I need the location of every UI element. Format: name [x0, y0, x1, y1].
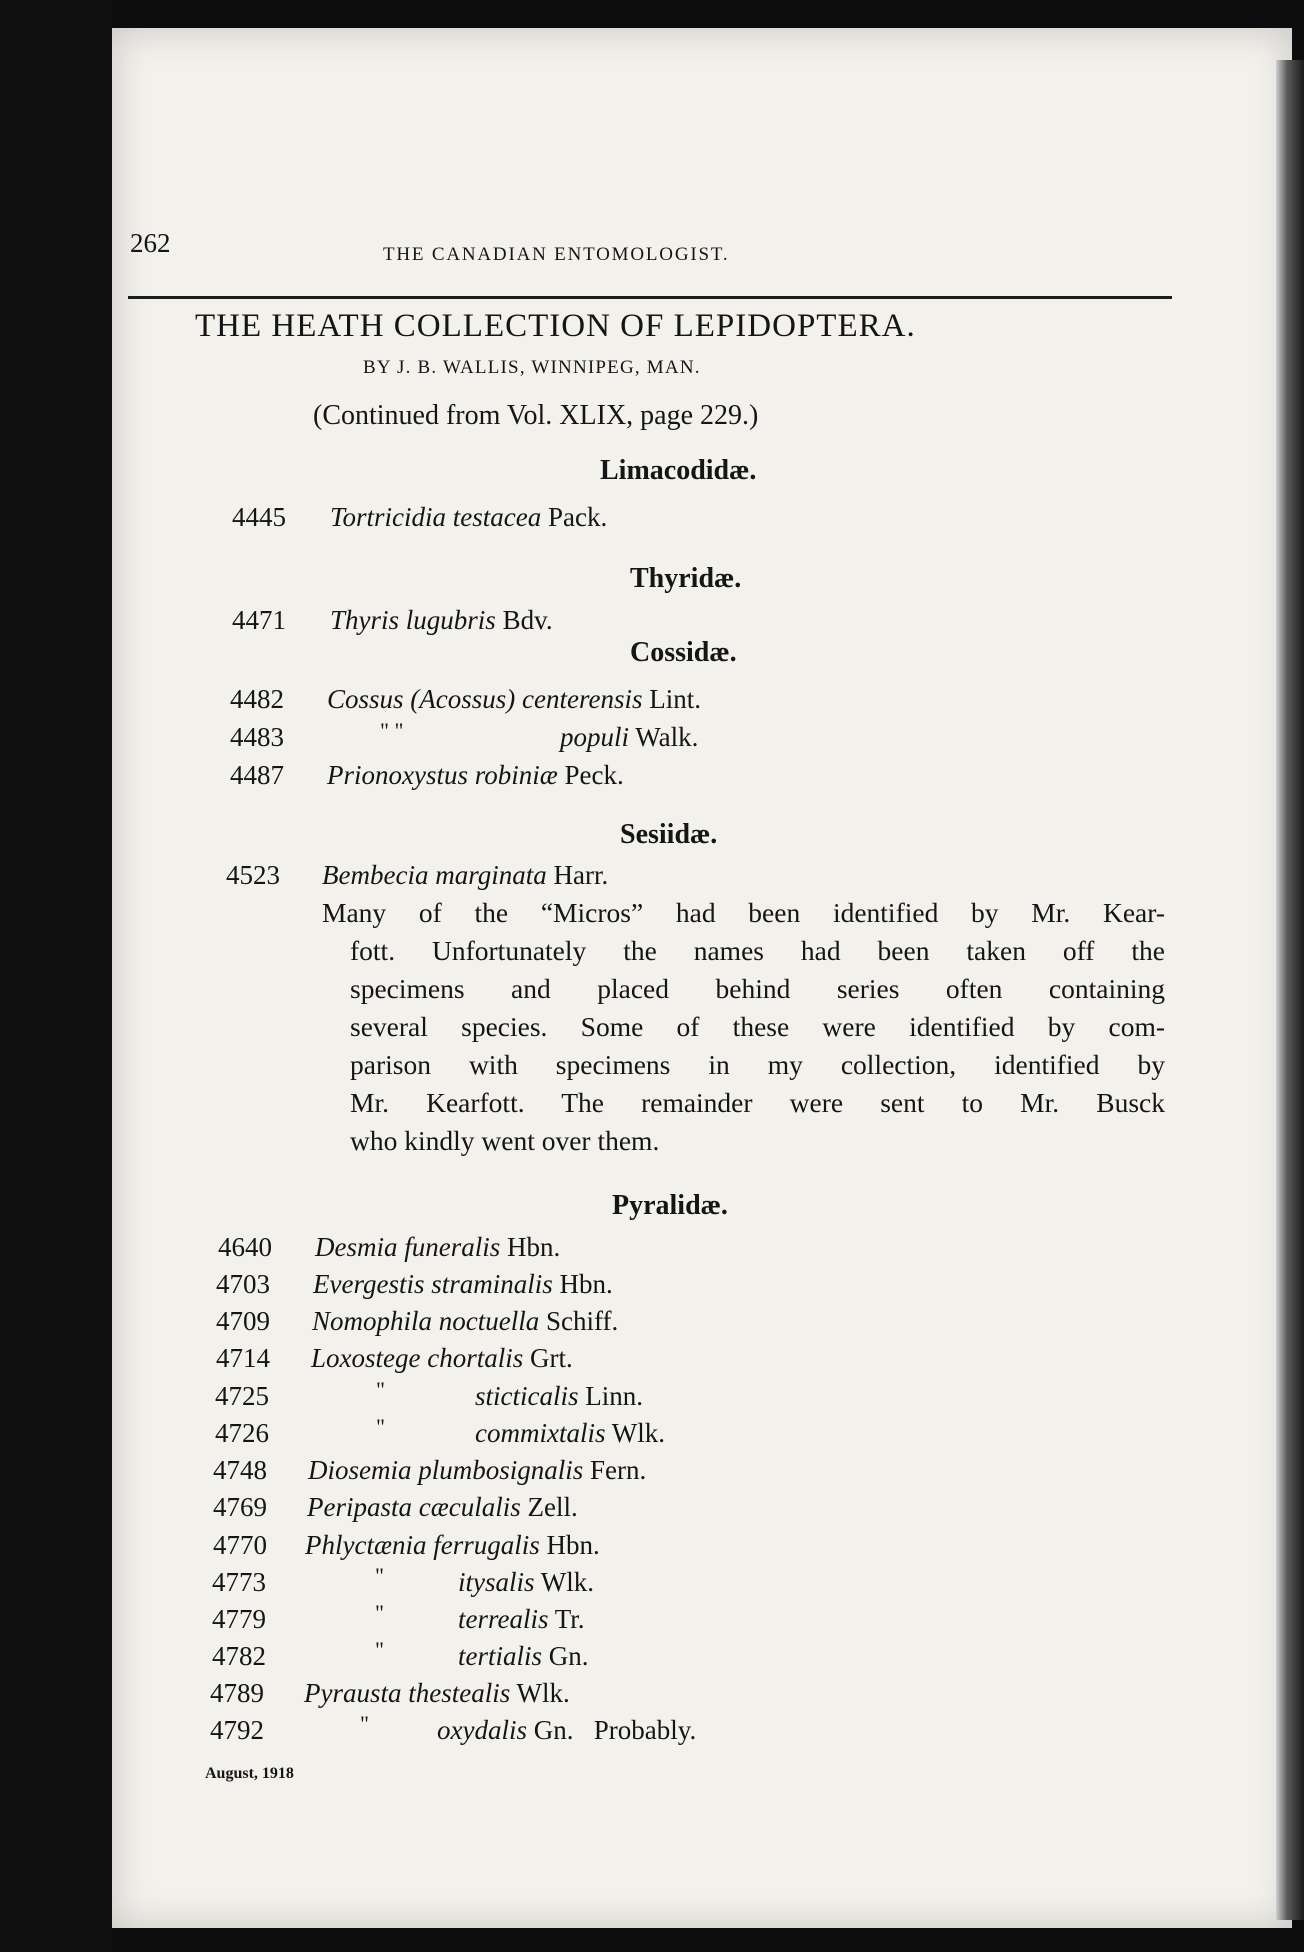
author-citation: Fern.: [590, 1455, 647, 1485]
author-citation: Grt.: [530, 1343, 573, 1373]
entry-name: [313, 1269, 613, 1300]
scan-border-right: [1276, 60, 1304, 1920]
author-citation: Hbn.: [507, 1232, 561, 1262]
family-heading-cossidae: Cossidæ.: [630, 637, 737, 668]
species-epithet: terrealis: [458, 1604, 549, 1634]
entry-name: [307, 1492, 578, 1523]
entry-name: [312, 1306, 618, 1337]
paragraph-line: parison with specimens in my collection, identified by: [350, 1049, 1165, 1080]
author-citation: Pack.: [548, 502, 608, 532]
paragraph-line: who kindly went over them.: [350, 1125, 660, 1156]
entry-number: 4703: [216, 1269, 270, 1299]
entry-name: [311, 1343, 573, 1374]
paragraph-line: specimens and placed behind series often containing: [350, 973, 1165, 1004]
author-citation: Gn.: [548, 1641, 589, 1671]
entry-name: [308, 1455, 646, 1486]
species-epithet: tertialis: [458, 1641, 543, 1671]
entry-name: [305, 1530, 600, 1561]
article-title: THE HEATH COLLECTION OF LEPIDOPTERA.: [195, 308, 916, 344]
author-citation: Wlk.: [611, 1418, 665, 1448]
entry-name: [475, 1418, 665, 1449]
paragraph-line: several species. Some of these were identified by com-: [350, 1011, 1165, 1042]
entry-number: 4709: [216, 1306, 270, 1336]
ditto-mark: " ": [380, 718, 404, 743]
genus-name: Evergestis: [313, 1269, 425, 1299]
byline: BY J. B. WALLIS, WINNIPEG, MAN.: [363, 357, 701, 378]
genus-name: Peripasta: [307, 1492, 412, 1522]
species-epithet: centerensis: [522, 684, 643, 714]
entry-number: 4769: [213, 1492, 267, 1522]
entry-number: 4748: [213, 1455, 267, 1485]
author-citation: Wlk.: [540, 1567, 595, 1597]
entry-number: 4726: [215, 1418, 269, 1448]
family-heading-pyralidae: Pyralidæ.: [612, 1190, 728, 1221]
entry-name: [327, 760, 624, 791]
species-epithet: thestealis: [408, 1678, 511, 1708]
entry-number: 4779: [212, 1604, 266, 1634]
entry-name: [475, 1381, 643, 1412]
species-epithet: cæculalis: [418, 1492, 521, 1522]
author-citation: Bdv.: [502, 605, 553, 635]
genus-name: Nomophila: [312, 1306, 433, 1336]
species-epithet: marginata: [435, 860, 547, 890]
ditto-mark: ": [375, 1600, 384, 1625]
scan-border-left: [0, 0, 112, 1952]
entry-number: 4487: [230, 760, 284, 790]
entry-number: 4445: [232, 502, 286, 532]
entry-number: 4725: [215, 1381, 269, 1411]
entry-number: 4792: [210, 1715, 264, 1745]
species-epithet: ferrugalis: [433, 1530, 540, 1560]
species-epithet: plumbosignalis: [418, 1455, 584, 1485]
entry-name: [437, 1715, 696, 1746]
species-epithet: noctuella: [438, 1306, 540, 1336]
continued-note: (Continued from Vol. XLIX, page 229.): [313, 400, 759, 431]
ditto-mark: ": [360, 1711, 369, 1736]
entry-name: [327, 684, 701, 715]
entry-name: [315, 1232, 560, 1263]
species-epithet: itysalis: [458, 1567, 535, 1597]
species-epithet: chortalis: [427, 1343, 524, 1373]
genus-name: Tortricidia: [330, 502, 447, 532]
entry-number: 4714: [216, 1343, 270, 1373]
species-epithet: testacea: [452, 502, 542, 532]
genus-name: Desmia: [315, 1232, 398, 1262]
entry-name: [330, 502, 607, 533]
species-epithet: robiniæ: [474, 760, 558, 790]
species-epithet: sticticalis: [475, 1381, 579, 1411]
family-heading-thyridae: Thyridæ.: [630, 563, 742, 594]
entry-name: [330, 605, 553, 636]
entry-name: [322, 860, 608, 891]
genus-name: Bembecia: [322, 860, 429, 890]
entry-name: [304, 1678, 570, 1709]
entry-number: 4471: [232, 605, 286, 635]
entry-number: 4523: [226, 860, 280, 890]
header-rule: [128, 296, 1172, 299]
entry-name: [458, 1567, 594, 1598]
family-heading-limacodidae: Limacodidæ.: [600, 455, 757, 486]
entry-number: 4773: [212, 1567, 266, 1597]
author-citation: Peck.: [564, 760, 624, 790]
author-citation: Hbn.: [559, 1269, 613, 1299]
ditto-mark: ": [375, 1637, 384, 1662]
genus-name: Thyris: [330, 605, 400, 635]
ditto-mark: ": [375, 1563, 384, 1588]
genus-name: Prionoxystus: [327, 760, 468, 790]
species-epithet: straminalis: [431, 1269, 553, 1299]
entry-name: [458, 1641, 589, 1672]
author-citation: Hbn.: [546, 1530, 600, 1560]
page-number: 262: [130, 228, 171, 258]
paragraph-line: Many of the “Micros” had been identified by Mr. Kear-: [322, 897, 1165, 928]
entry-number: 4770: [213, 1530, 267, 1560]
genus-name: Diosemia: [308, 1455, 412, 1485]
species-epithet: populi: [560, 722, 630, 752]
genus-name: Loxostege: [311, 1343, 421, 1373]
author-citation: Linn.: [585, 1381, 643, 1411]
entry-number: 4482: [230, 684, 284, 714]
ditto-mark: ": [376, 1377, 385, 1402]
species-epithet: funeralis: [404, 1232, 501, 1262]
issue-date: August, 1918: [205, 1765, 294, 1782]
author-citation: Tr.: [554, 1604, 585, 1634]
species-epithet: lugubris: [405, 605, 496, 635]
author-citation: Lint.: [649, 684, 701, 714]
entry-number: 4789: [210, 1678, 264, 1708]
entry-name: [560, 722, 698, 753]
entry-number: 4640: [218, 1232, 272, 1262]
author-citation: Gn. Probably.: [533, 1715, 697, 1745]
genus-name: Phlyctænia: [305, 1530, 427, 1560]
paragraph-line: Mr. Kearfott. The remainder were sent to Mr. Busck: [350, 1087, 1165, 1118]
paragraph-line: fott. Unfortunately the names had been taken off the: [350, 935, 1165, 966]
species-epithet: commixtalis: [475, 1418, 606, 1448]
genus-name: Cossus (Acossus): [327, 684, 516, 714]
species-epithet: oxydalis: [437, 1715, 527, 1745]
author-citation: Zell.: [527, 1492, 578, 1522]
entry-number: 4782: [212, 1641, 266, 1671]
author-citation: Walk.: [635, 722, 699, 752]
entry-number: 4483: [230, 722, 284, 752]
genus-name: Pyrausta: [304, 1678, 402, 1708]
author-citation: Wlk.: [516, 1678, 570, 1708]
author-citation: Schiff.: [546, 1306, 619, 1336]
running-head: THE CANADIAN ENTOMOLOGIST.: [383, 244, 730, 265]
entry-name: [458, 1604, 585, 1635]
ditto-mark: ": [376, 1414, 385, 1439]
author-citation: Harr.: [553, 860, 609, 890]
family-heading-sesiidae: Sesiidæ.: [620, 819, 718, 850]
